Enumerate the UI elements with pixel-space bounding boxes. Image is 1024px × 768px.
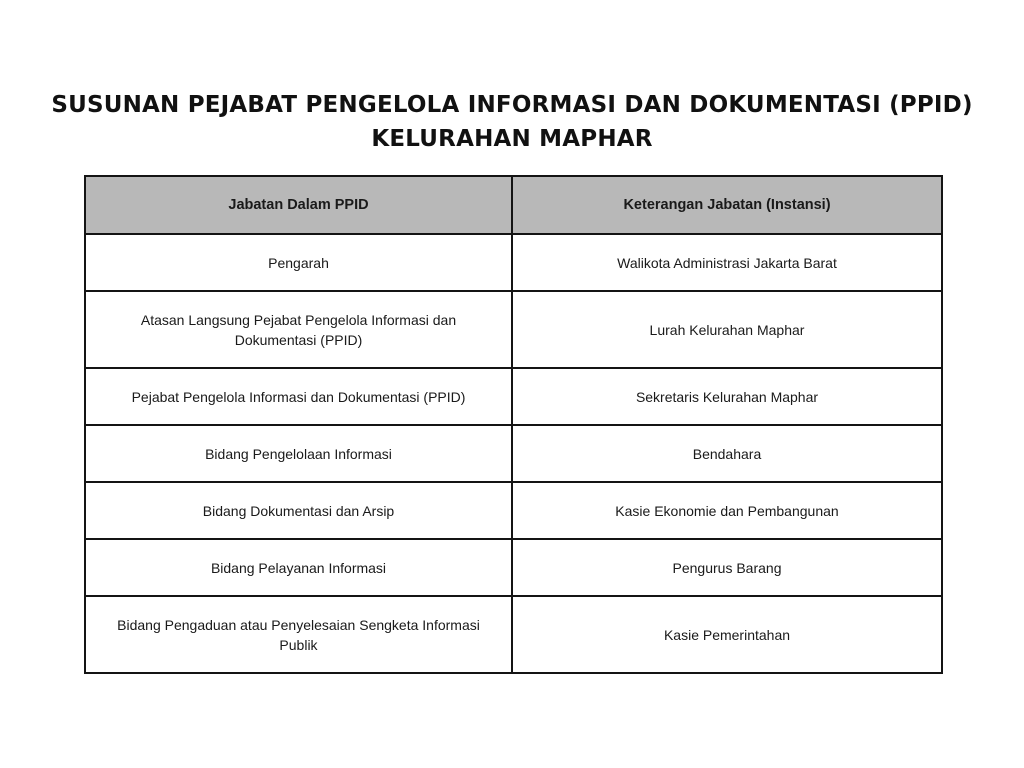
table-row [85, 425, 942, 482]
table-row [85, 596, 942, 673]
cell-jabatan: Bidang Pelayanan Informasi [85, 539, 512, 596]
cell-keterangan: Pengurus Barang [512, 539, 942, 596]
cell-keterangan: Walikota Administrasi Jakarta Barat [512, 234, 942, 291]
cell-keterangan: Kasie Ekonomie dan Pembangunan [512, 482, 942, 539]
cell-jabatan: Bidang Pengaduan atau Penyelesaian Sengketa Informasi Publik [85, 596, 512, 673]
table-row [85, 368, 942, 425]
cell-keterangan: Kasie Pemerintahan [512, 596, 942, 673]
table-row [85, 291, 942, 368]
cell-keterangan: Bendahara [512, 425, 942, 482]
cell-jabatan: Pejabat Pengelola Informasi dan Dokumentasi (PPID) [85, 368, 512, 425]
table-row [85, 234, 942, 291]
ppid-structure-table [84, 175, 943, 674]
table-header-row [85, 176, 942, 234]
cell-keterangan: Sekretaris Kelurahan Maphar [512, 368, 942, 425]
page-title-line-2: KELURAHAN MAPHAR [371, 126, 653, 152]
header-jabatan-dalam-ppid: Jabatan Dalam PPID [85, 176, 512, 234]
table-row [85, 539, 942, 596]
table-row [85, 482, 942, 539]
cell-jabatan: Bidang Dokumentasi dan Arsip [85, 482, 512, 539]
cell-jabatan: Atasan Langsung Pejabat Pengelola Informasi dan Dokumentasi (PPID) [85, 291, 512, 368]
cell-keterangan: Lurah Kelurahan Maphar [512, 291, 942, 368]
cell-jabatan: Pengarah [85, 234, 512, 291]
page-title [0, 88, 1024, 156]
cell-jabatan: Bidang Pengelolaan Informasi [85, 425, 512, 482]
header-keterangan-jabatan: Keterangan Jabatan (Instansi) [512, 176, 942, 234]
page-title-line-1: SUSUNAN PEJABAT PENGELOLA INFORMASI DAN DOKUMENTASI (PPID) [51, 92, 973, 118]
